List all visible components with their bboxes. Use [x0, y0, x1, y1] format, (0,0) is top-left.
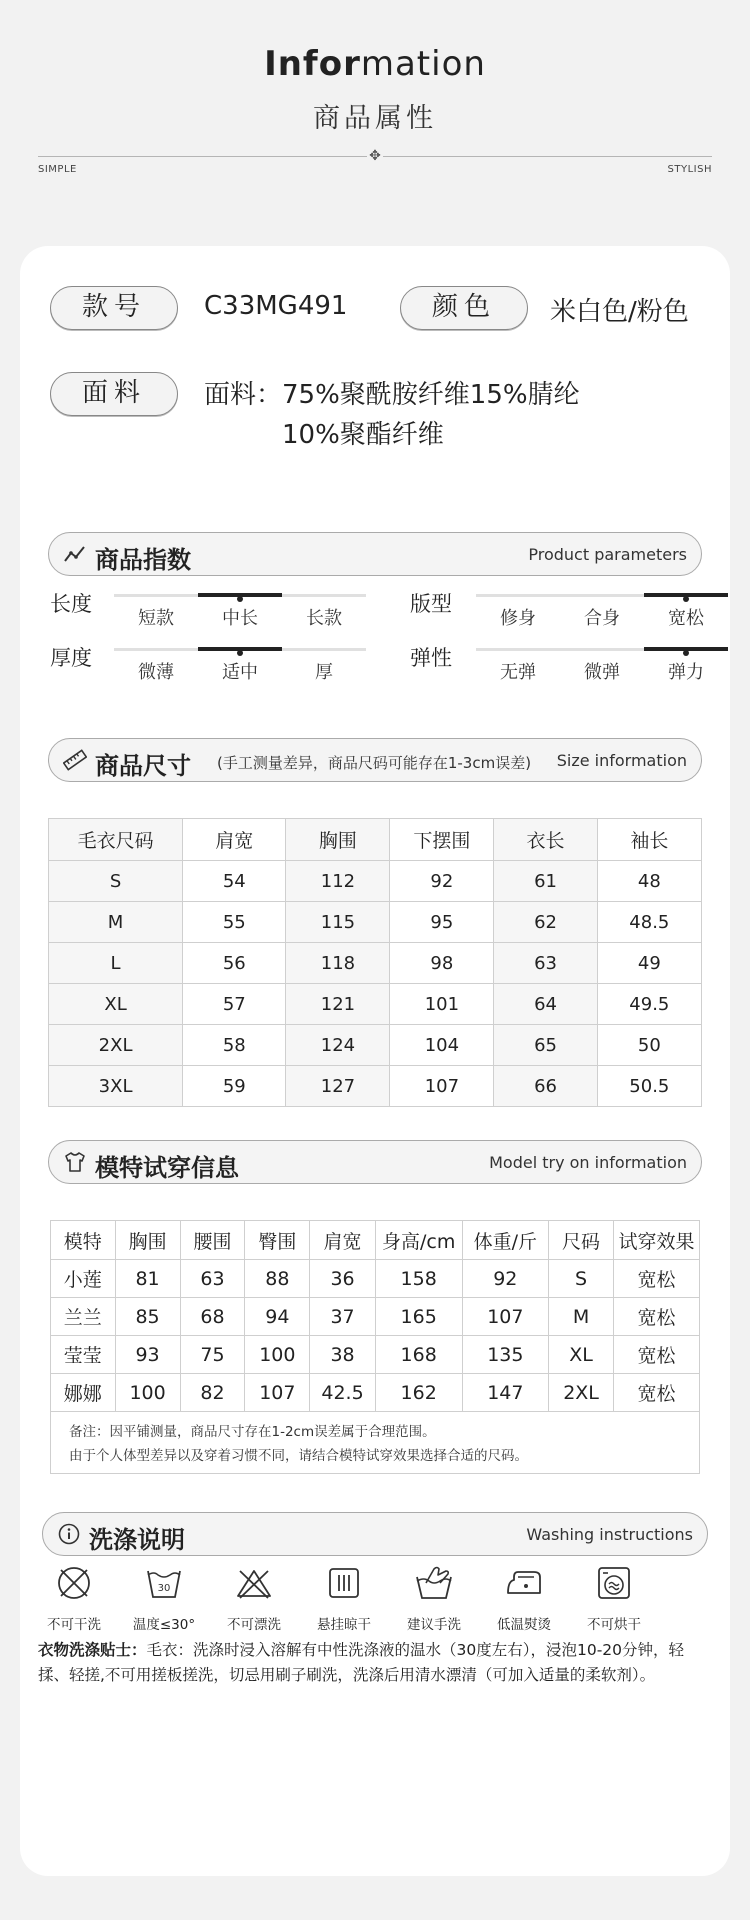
- model-cell: 92: [462, 1260, 548, 1298]
- size-cell: 127: [286, 1066, 390, 1107]
- size-cell: L: [49, 943, 183, 984]
- style-number-value: C33MG491: [204, 291, 348, 321]
- content-card: [20, 246, 730, 1876]
- size-table-row: [49, 902, 702, 943]
- size-section-note: (手工测量差异，商品尺码可能存在1-3cm误差): [217, 754, 532, 772]
- size-cell: 98: [390, 943, 494, 984]
- model-table-header: [51, 1221, 700, 1260]
- model-cell: M: [549, 1298, 614, 1336]
- size-cell: 55: [183, 902, 286, 943]
- wash-item-no-tumble-dry: [574, 1563, 654, 1633]
- model-cell: XL: [549, 1336, 614, 1374]
- model-cell: 88: [245, 1260, 310, 1298]
- shirt-icon: [63, 1150, 87, 1174]
- index-option: 修身: [500, 608, 536, 629]
- header-right-tag: STYLISH: [667, 164, 712, 175]
- size-section-en: Size information: [556, 751, 687, 770]
- size-table-header: [49, 819, 702, 861]
- trend-line-icon: [63, 542, 87, 566]
- size-cell: 48.5: [597, 902, 701, 943]
- wash-label: 不可烘干: [587, 1617, 641, 1633]
- size-header-cell: 肩宽: [183, 819, 286, 861]
- model-cell: 158: [375, 1260, 462, 1298]
- size-cell: 49.5: [597, 984, 701, 1025]
- model-cell: 38: [310, 1336, 375, 1374]
- model-cell: 宽松: [614, 1336, 700, 1374]
- index-option: 长款: [306, 608, 342, 629]
- size-cell: 107: [390, 1066, 494, 1107]
- size-table: [48, 818, 702, 1107]
- style-number-label: 款号: [50, 286, 178, 330]
- header-title: [0, 44, 750, 84]
- info-icon: [57, 1522, 81, 1546]
- size-cell: 124: [286, 1025, 390, 1066]
- header-title-light: mation: [360, 44, 486, 84]
- size-section-bar: [48, 738, 702, 782]
- model-cell: 135: [462, 1336, 548, 1374]
- wash-section-en: Washing instructions: [526, 1525, 693, 1544]
- model-cell: 42.5: [310, 1374, 375, 1412]
- index-selected-dot: [683, 650, 689, 656]
- model-header-cell: 试穿效果: [614, 1221, 700, 1260]
- size-section-title: 商品尺寸: [95, 752, 191, 780]
- wash-label: 建议手洗: [407, 1617, 461, 1633]
- index-section-bar: [48, 532, 702, 576]
- size-cell: 54: [183, 861, 286, 902]
- size-table-row: [49, 861, 702, 902]
- model-table: [50, 1220, 700, 1412]
- size-cell: XL: [49, 984, 183, 1025]
- model-cell: 宽松: [614, 1374, 700, 1412]
- size-cell: S: [49, 861, 183, 902]
- size-cell: 56: [183, 943, 286, 984]
- wash-label: 不可漂洗: [227, 1617, 281, 1633]
- model-cell: 82: [180, 1374, 245, 1412]
- no-bleach-icon: [234, 1563, 274, 1603]
- wash-tips: [38, 1638, 712, 1688]
- model-cell: 100: [115, 1374, 180, 1412]
- low-iron-icon: [504, 1563, 544, 1603]
- model-header-cell: 体重/斤: [462, 1221, 548, 1260]
- fabric-line-2: 10%聚酯纤维: [282, 420, 444, 450]
- index-option: 短款: [138, 608, 174, 629]
- size-cell: 50: [597, 1025, 701, 1066]
- size-cell: 3XL: [49, 1066, 183, 1107]
- model-cell: 100: [245, 1336, 310, 1374]
- size-cell: 112: [286, 861, 390, 902]
- color-label: 颜色: [400, 286, 528, 330]
- index-option: 宽松: [668, 608, 704, 629]
- model-cell: 宽松: [614, 1260, 700, 1298]
- size-header-cell: 胸围: [286, 819, 390, 861]
- size-table-row: [49, 1066, 702, 1107]
- model-table-row: [51, 1298, 700, 1336]
- wash-temp: 30: [157, 1583, 171, 1594]
- color-value: 米白色/粉色: [550, 297, 689, 327]
- size-cell: 58: [183, 1025, 286, 1066]
- size-header-cell: 毛衣尺码: [49, 819, 183, 861]
- size-cell: 66: [494, 1066, 597, 1107]
- index-selected-dot: [683, 596, 689, 602]
- model-cell: 81: [115, 1260, 180, 1298]
- header-subtitle: 商品属性: [313, 103, 437, 134]
- model-header-cell: 腰围: [180, 1221, 245, 1260]
- model-note: [50, 1410, 700, 1474]
- index-section-en: Product parameters: [528, 545, 687, 564]
- wash-item-no-dry-clean: [34, 1563, 114, 1633]
- index-option: 厚: [315, 662, 333, 683]
- index-label: 弹性: [410, 646, 452, 670]
- size-cell: 118: [286, 943, 390, 984]
- index-label: 长度: [50, 592, 92, 616]
- model-section-title: 模特试穿信息: [95, 1154, 239, 1182]
- size-cell: 104: [390, 1025, 494, 1066]
- size-cell: 61: [494, 861, 597, 902]
- index-label: 版型: [410, 592, 452, 616]
- size-cell: 115: [286, 902, 390, 943]
- wash-label: 悬挂晾干: [317, 1617, 371, 1633]
- header-left-tag: SIMPLE: [38, 164, 77, 175]
- model-header-cell: 模特: [51, 1221, 116, 1260]
- fabric-line-1: 面料：75%聚酰胺纤维15%腈纶: [204, 380, 580, 410]
- model-cell: 107: [245, 1374, 310, 1412]
- model-section-en: Model try on information: [489, 1153, 687, 1172]
- index-label: 厚度: [50, 646, 92, 670]
- index-option: 无弹: [500, 662, 536, 683]
- size-cell: 59: [183, 1066, 286, 1107]
- wash-tips-text: 毛衣：洗涤时浸入溶解有中性洗涤液的温水（30度左右），浸泡10-20分钟，轻揉、轻搓,不可用搓板搓洗，切忌用刷子刷洗，洗涤后用清水漂清（可加入适量的柔软剂）。: [38, 1641, 685, 1684]
- model-cell: 37: [310, 1298, 375, 1336]
- index-selected-dot: [237, 650, 243, 656]
- size-header-cell: 下摆围: [390, 819, 494, 861]
- index-option: 微薄: [138, 662, 174, 683]
- model-header-cell: 臀围: [245, 1221, 310, 1260]
- size-cell: 62: [494, 902, 597, 943]
- model-cell: 162: [375, 1374, 462, 1412]
- model-cell: 94: [245, 1298, 310, 1336]
- model-cell: 63: [180, 1260, 245, 1298]
- model-cell: 小莲: [51, 1260, 116, 1298]
- wash-section-bar: [42, 1512, 708, 1556]
- index-option: 中长: [222, 608, 258, 629]
- wash-item-hand-wash: [394, 1563, 474, 1633]
- model-cell: 85: [115, 1298, 180, 1336]
- wash-item-wash-30: [124, 1563, 204, 1633]
- size-cell: 101: [390, 984, 494, 1025]
- model-cell: 107: [462, 1298, 548, 1336]
- model-cell: 36: [310, 1260, 375, 1298]
- size-cell: 121: [286, 984, 390, 1025]
- index-option: 微弹: [584, 662, 620, 683]
- size-cell: 92: [390, 861, 494, 902]
- size-header-cell: 袖长: [597, 819, 701, 861]
- model-cell: 147: [462, 1374, 548, 1412]
- wash-label: 低温熨烫: [497, 1617, 551, 1633]
- model-cell: 2XL: [549, 1374, 614, 1412]
- wash-item-low-iron: [484, 1563, 564, 1633]
- model-note-line-2: 由于个人体型差异以及穿着习惯不同，请结合模特试穿效果选择合适的尺码。: [69, 1448, 528, 1464]
- size-cell: 50.5: [597, 1066, 701, 1107]
- model-table-row: [51, 1336, 700, 1374]
- hand-wash-icon: [414, 1563, 454, 1603]
- ruler-icon: [63, 748, 87, 772]
- model-cell: S: [549, 1260, 614, 1298]
- model-cell: 莹莹: [51, 1336, 116, 1374]
- index-option: 适中: [222, 662, 258, 683]
- model-header-cell: 肩宽: [310, 1221, 375, 1260]
- size-cell: 65: [494, 1025, 597, 1066]
- model-table-row: [51, 1260, 700, 1298]
- size-header-cell: 衣长: [494, 819, 597, 861]
- wash-label: 不可干洗: [47, 1617, 101, 1633]
- size-cell: 64: [494, 984, 597, 1025]
- model-cell: 娜娜: [51, 1374, 116, 1412]
- model-header-cell: 胸围: [115, 1221, 180, 1260]
- model-header-cell: 尺码: [549, 1221, 614, 1260]
- header-title-bold: Infor: [264, 44, 361, 84]
- wash-tips-label: 衣物洗涤贴士：: [38, 1641, 147, 1659]
- model-cell: 宽松: [614, 1298, 700, 1336]
- hang-dry-icon: [324, 1563, 364, 1603]
- size-cell: M: [49, 902, 183, 943]
- size-cell: 2XL: [49, 1025, 183, 1066]
- model-note-line-1: 备注：因平铺测量，商品尺寸存在1-2cm误差属于合理范围。: [69, 1424, 436, 1440]
- size-table-row: [49, 943, 702, 984]
- index-option: 合身: [584, 608, 620, 629]
- size-cell: 48: [597, 861, 701, 902]
- wash-section-title: 洗涤说明: [89, 1526, 185, 1554]
- fabric-label: 面料: [50, 372, 178, 416]
- model-cell: 93: [115, 1336, 180, 1374]
- model-cell: 165: [375, 1298, 462, 1336]
- model-header-cell: 身高/cm: [375, 1221, 462, 1260]
- size-cell: 57: [183, 984, 286, 1025]
- size-cell: 49: [597, 943, 701, 984]
- wash-item-hang-dry: [304, 1563, 384, 1633]
- model-section-bar: [48, 1140, 702, 1184]
- model-cell: 75: [180, 1336, 245, 1374]
- no-dry-clean-icon: [54, 1563, 94, 1603]
- size-cell: 95: [390, 902, 494, 943]
- wash-label: 温度≤30°: [132, 1617, 196, 1633]
- divider-cross-icon: ✥: [367, 148, 383, 164]
- size-table-row: [49, 1025, 702, 1066]
- wash-30-icon: [144, 1563, 184, 1603]
- index-option: 弹力: [668, 662, 704, 683]
- wash-item-no-bleach: [214, 1563, 294, 1633]
- no-tumble-dry-icon: [594, 1563, 634, 1603]
- model-cell: 68: [180, 1298, 245, 1336]
- model-table-row: [51, 1374, 700, 1412]
- model-cell: 兰兰: [51, 1298, 116, 1336]
- model-cell: 168: [375, 1336, 462, 1374]
- index-section-title: 商品指数: [95, 546, 191, 574]
- index-selected-dot: [237, 596, 243, 602]
- size-cell: 63: [494, 943, 597, 984]
- size-table-row: [49, 984, 702, 1025]
